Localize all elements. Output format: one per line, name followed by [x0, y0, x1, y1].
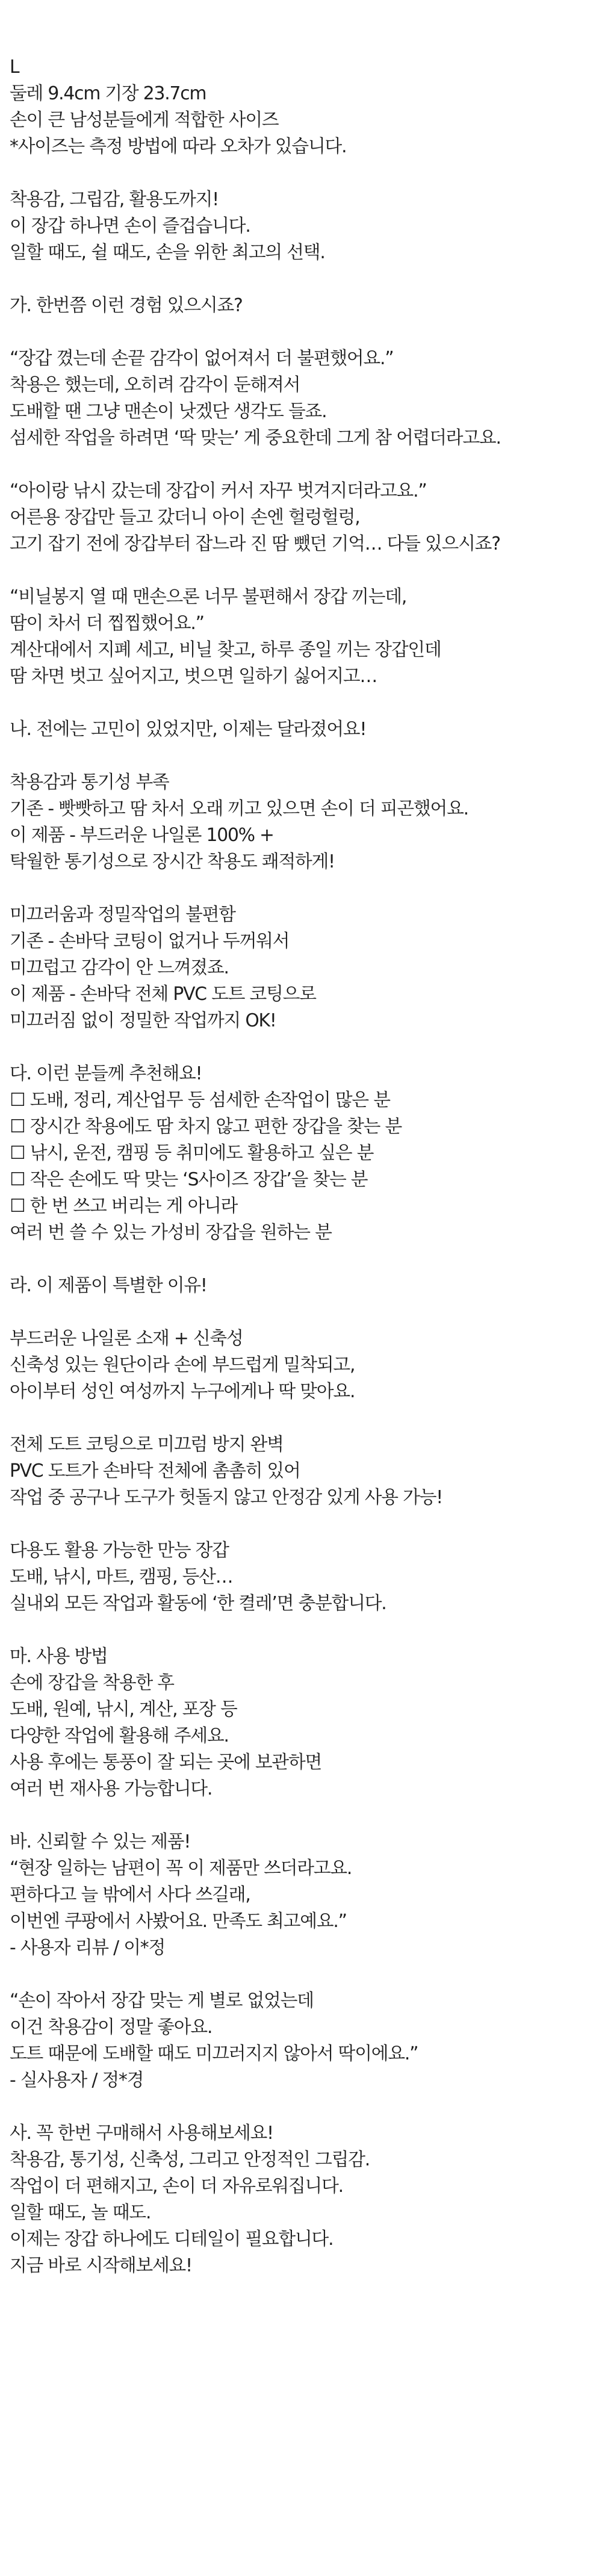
text-line: 계산대에서 지폐 세고, 비닐 찾고, 하루 종일 끼는 장갑인데 — [10, 639, 441, 660]
text-line: 신축성 있는 원단이라 손에 부드럽게 밀착되고, — [10, 1355, 355, 1376]
text-line: 바. 신뢰할 수 있는 제품! — [10, 1831, 191, 1852]
paragraph-gap — [10, 160, 602, 187]
text-line: ☐ 도배, 정리, 계산업무 등 섬세한 손작업이 많은 분 — [10, 1090, 390, 1111]
text-line: 이제는 장갑 하나에도 디테일이 필요합니다. — [10, 2229, 334, 2250]
paragraph-gap — [10, 557, 602, 584]
text-line: 손에 장갑을 착용한 후 — [10, 1672, 174, 1693]
text-line: ☐ 한 번 쓰고 버리는 게 아니라 — [10, 1196, 238, 1217]
text-line: ☐ 낚시, 운전, 캠핑 등 취미에도 활용하고 싶은 분 — [10, 1143, 374, 1164]
text-line: 편하다고 늘 밖에서 사다 쓰길래, — [10, 1884, 250, 1905]
text-line: 사용 후에는 통풍이 잘 되는 곳에 보관하면 — [10, 1752, 322, 1773]
text-line: “아이랑 낚시 갔는데 장갑이 커서 자꾸 벗겨지더라고요.” — [10, 480, 427, 501]
text-line: 여러 번 쓸 수 있는 가성비 장갑을 원하는 분 — [10, 1222, 332, 1243]
paragraph-gap — [10, 2094, 602, 2120]
text-line: *사이즈는 측정 방법에 따라 오차가 있습니다. — [10, 136, 347, 157]
text-line: 착용감과 통기성 부족 — [10, 772, 169, 793]
text-line: 이 제품 - 손바닥 전체 PVC 도트 코팅으로 — [10, 984, 316, 1005]
text-line: 둘레 9.4cm 기장 23.7cm — [10, 83, 206, 104]
text-block — [10, 1988, 602, 2094]
text-line: 기존 - 빳빳하고 땀 차서 오래 끼고 있으면 손이 더 피곤했어요. — [10, 798, 468, 819]
paragraph-gap — [10, 1034, 602, 1061]
text-line: 어른용 장갑만 들고 갔더니 아이 손엔 헐렁헐렁, — [10, 507, 360, 528]
paragraph-gap — [10, 1617, 602, 1643]
text-line: 일할 때도, 쉴 때도, 손을 위한 최고의 선택. — [10, 242, 325, 263]
text-line: 나. 전에는 고민이 있었지만, 이제는 달라졌어요! — [10, 719, 367, 740]
text-line: 마. 사용 방법 — [10, 1646, 108, 1667]
text-line: 이 제품 - 부드러운 나일론 100% + — [10, 825, 274, 846]
text-block — [10, 478, 602, 557]
text-block — [10, 2120, 602, 2279]
text-block — [10, 1432, 602, 1511]
text-block — [10, 187, 602, 266]
text-line: 땀 차면 벗고 싶어지고, 벗으면 일하기 싫어지고… — [10, 666, 377, 687]
text-block — [10, 1829, 602, 1961]
text-line: PVC 도트가 손바닥 전체에 촘촘히 있어 — [10, 1460, 300, 1482]
paragraph-gap — [10, 452, 602, 478]
text-line: 부드러운 나일론 소재 + 신축성 — [10, 1328, 243, 1349]
text-line: “손이 작아서 장갑 맞는 게 별로 없었는데 — [10, 1990, 314, 2011]
text-line: 도배, 낚시, 마트, 캠핑, 등산… — [10, 1566, 233, 1587]
text-line: 아이부터 성인 여성까지 누구에게나 딱 맞아요. — [10, 1381, 355, 1402]
text-line: 사. 꼭 한번 구매해서 사용해보세요! — [10, 2123, 273, 2144]
text-block — [10, 716, 602, 743]
text-line: 섬세한 작업을 하려면 ‘딱 맞는’ 게 중요한데 그게 참 어렵더라고요. — [10, 427, 501, 448]
text-line: 땀이 차서 더 찝찝했어요.” — [10, 613, 204, 634]
text-block — [10, 1273, 602, 1299]
text-line: “비닐봉지 열 때 맨손으론 너무 불편해서 장갑 끼는데, — [10, 586, 407, 607]
text-line: 작업이 더 편해지고, 손이 더 자유로워집니다. — [10, 2176, 343, 2197]
paragraph-gap — [10, 1802, 602, 1829]
text-line: 이번엔 쿠팡에서 사봤어요. 만족도 최고예요.” — [10, 1911, 347, 1932]
text-line: 작업 중 공구나 도구가 헛돌지 않고 안정감 있게 사용 가능! — [10, 1487, 442, 1508]
text-line: 탁월한 통기성으로 장시간 착용도 쾌적하게! — [10, 851, 335, 872]
text-line: 착용감, 그립감, 활용도까지! — [10, 189, 219, 210]
text-line: 미끄러짐 없이 정밀한 작업까지 OK! — [10, 1010, 276, 1031]
text-line: 전체 도트 코팅으로 미끄럼 방지 완벽 — [10, 1434, 284, 1455]
text-block — [10, 584, 602, 690]
text-line: 다양한 작업에 활용해 주세요. — [10, 1725, 229, 1746]
paragraph-gap — [10, 1246, 602, 1273]
paragraph-gap — [10, 690, 602, 716]
text-block — [10, 54, 602, 160]
text-line: 이건 착용감이 정말 좋아요. — [10, 2017, 213, 2038]
text-line: 라. 이 제품이 특별한 이유! — [10, 1275, 207, 1296]
text-line: 도배, 원예, 낚시, 계산, 포장 등 — [10, 1699, 237, 1720]
text-line: 다. 이런 분들께 추천해요! — [10, 1063, 202, 1084]
text-block — [10, 1061, 602, 1246]
text-line: 다용도 활용 가능한 만능 장갑 — [10, 1540, 229, 1561]
text-block — [10, 293, 602, 319]
text-line: “장갑 꼈는데 손끝 감각이 없어져서 더 불편했어요.” — [10, 348, 394, 369]
paragraph-gap — [10, 1961, 602, 1988]
paragraph-gap — [10, 1299, 602, 1326]
text-line: 기존 - 손바닥 코팅이 없거나 두꺼워서 — [10, 931, 290, 952]
text-block — [10, 1538, 602, 1617]
text-line: 여러 번 재사용 가능합니다. — [10, 1778, 213, 1799]
paragraph-gap — [10, 1405, 602, 1432]
text-block — [10, 902, 602, 1034]
text-line: 이 장갑 하나면 손이 즐겁습니다. — [10, 216, 250, 237]
text-line: ☐ 장시간 착용에도 땀 차지 않고 편한 장갑을 찾는 분 — [10, 1116, 402, 1137]
text-block — [10, 1326, 602, 1405]
text-line: 고기 잡기 전에 장갑부터 잡느라 진 땀 뺐던 기억… 다들 있으시죠? — [10, 533, 500, 554]
text-line: - 사용자 리뷰 / 이*정 — [10, 1937, 166, 1958]
text-line: “현장 일하는 남편이 꼭 이 제품만 쓰더라고요. — [10, 1858, 352, 1879]
paragraph-gap — [10, 743, 602, 769]
text-line: 미끄럽고 감각이 안 느껴졌죠. — [10, 957, 229, 978]
text-line: 도배할 땐 그냥 맨손이 낫겠단 생각도 들죠. — [10, 401, 327, 422]
text-line: 도트 때문에 도배할 때도 미끄러지지 않아서 딱이에요.” — [10, 2043, 418, 2064]
text-line: L — [10, 57, 19, 78]
paragraph-gap — [10, 875, 602, 902]
text-line: 손이 큰 남성분들에게 적합한 사이즈 — [10, 110, 279, 131]
text-line: 일할 때도, 놀 때도. — [10, 2202, 151, 2223]
text-block — [10, 1643, 602, 1802]
text-block — [10, 346, 602, 452]
text-line: 실내외 모든 작업과 활동에 ‘한 켤레’면 충분합니다. — [10, 1593, 386, 1614]
text-line: 가. 한번쯤 이런 경험 있으시죠? — [10, 295, 243, 316]
text-line: 지금 바로 시작해보세요! — [10, 2255, 192, 2276]
text-line: 착용은 했는데, 오히려 감각이 둔해져서 — [10, 374, 300, 396]
text-block — [10, 769, 602, 875]
paragraph-gap — [10, 266, 602, 293]
text-line: 미끄러움과 정밀작업의 불편함 — [10, 904, 235, 925]
paragraph-gap — [10, 1511, 602, 1538]
text-line: - 실사용자 / 정*경 — [10, 2070, 144, 2091]
text-line: ☐ 작은 손에도 딱 맞는 ‘S사이즈 장갑’을 찾는 분 — [10, 1169, 368, 1190]
paragraph-gap — [10, 319, 602, 346]
text-line: 착용감, 통기성, 신축성, 그리고 안정적인 그립감. — [10, 2149, 370, 2170]
